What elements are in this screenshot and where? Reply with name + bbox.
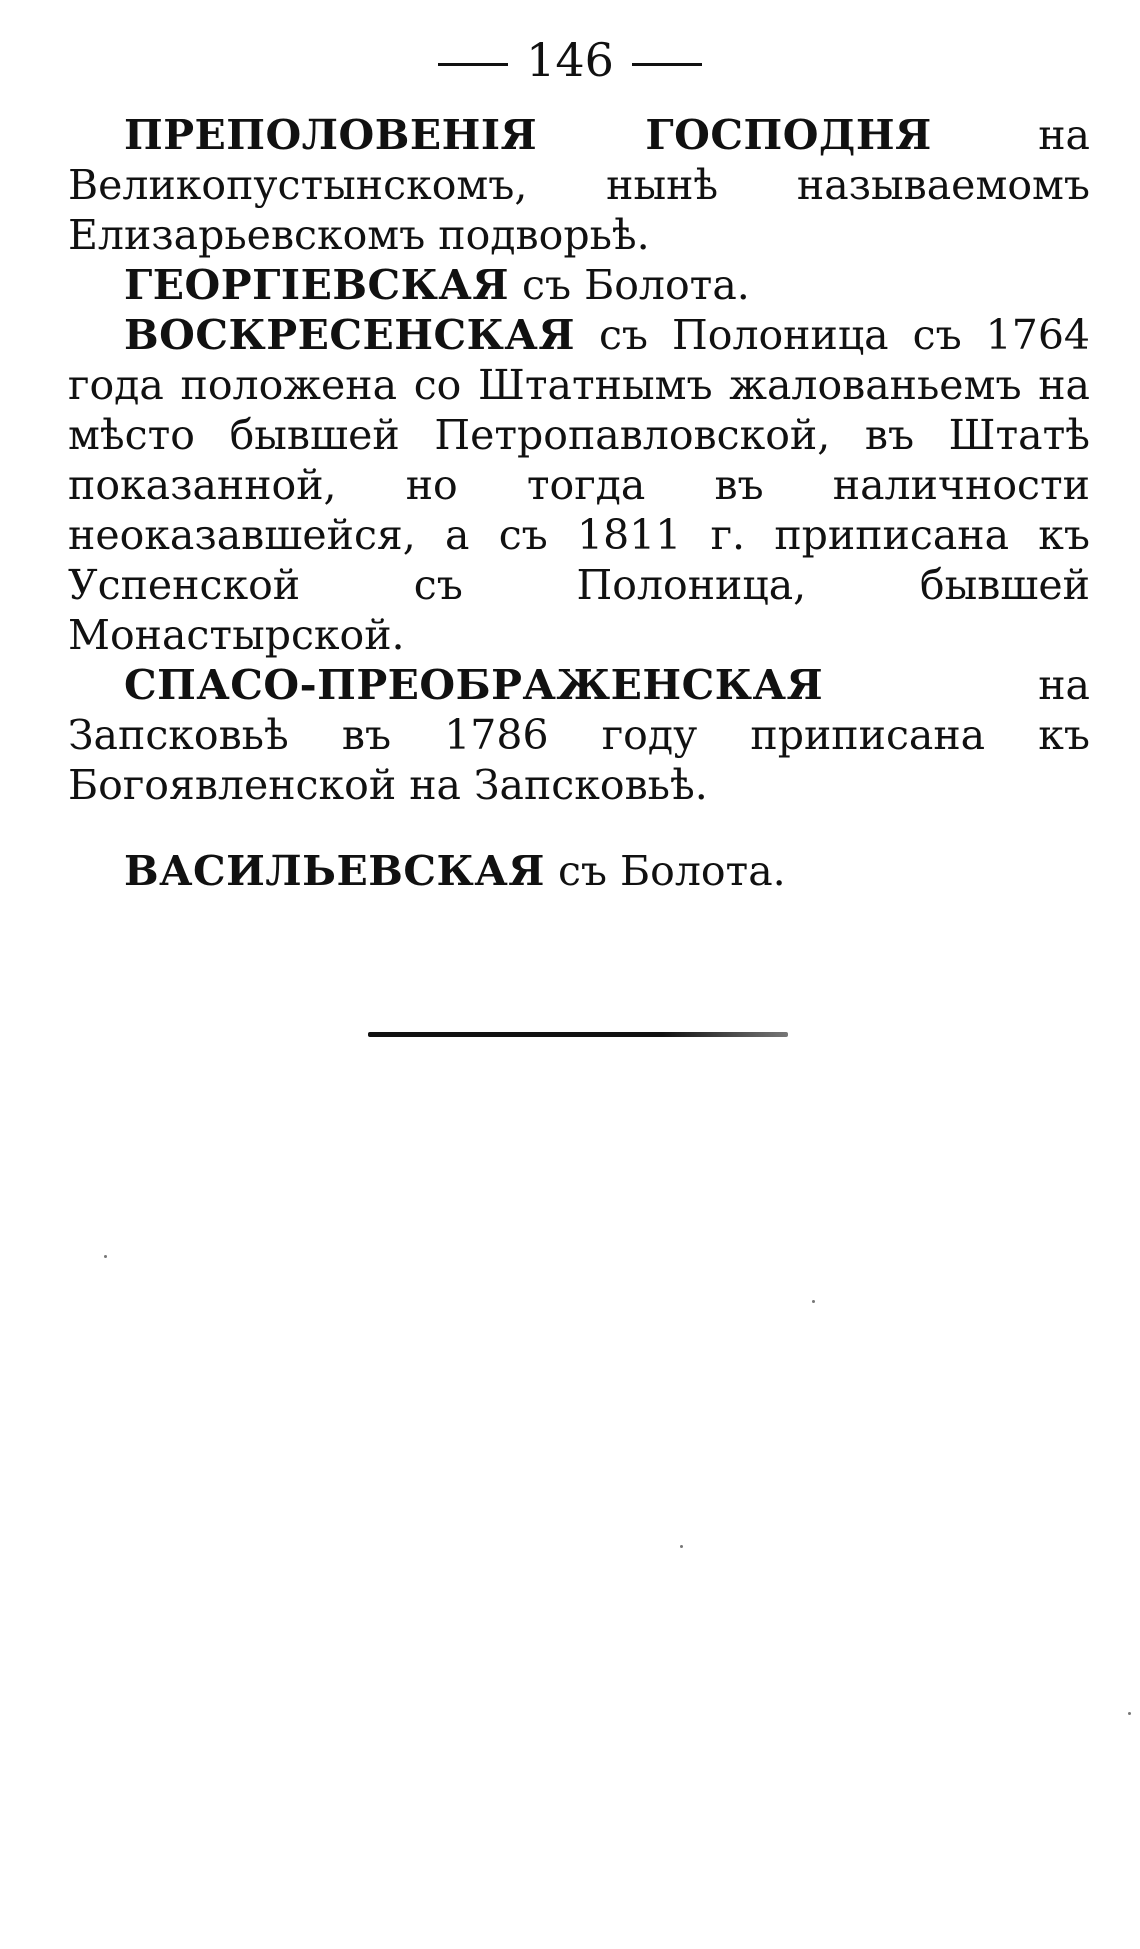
entry-paragraph <box>68 110 1090 260</box>
paper-speck <box>680 1545 683 1548</box>
page-header <box>0 30 1140 90</box>
entry-text: съ Болота. <box>522 261 750 309</box>
entry-paragraph <box>68 260 1090 310</box>
entry-heading: СПАСО-ПРЕОБРАЖЕНСКАЯ <box>124 661 824 709</box>
entry-text: на Запсковьѣ въ 1786 году приписана къ Богоявленской на Запсковьѣ. <box>68 661 1090 809</box>
entry-text: на Великопустынскомъ, нынѣ называемомъ Елизарьевскомъ подворьѣ. <box>68 111 1090 259</box>
header-dash-left <box>438 63 508 66</box>
entry-paragraph <box>68 660 1090 810</box>
entry-heading: ВОСКРЕСЕНСКАЯ <box>124 311 575 359</box>
entry-text: съ Полоница съ 1764 года положена со Штатнымъ жалованьемъ на мѣсто бывшей Петропавловской, въ Штатѣ показанной, но тогда въ наличности неоказавшейся, а съ 1811 г. приписана къ Успенской съ Полоница, бывшей Монастырской. <box>68 311 1090 659</box>
paper-speck <box>812 1300 815 1303</box>
page-text <box>68 110 1090 896</box>
page-number: 146 <box>526 33 614 87</box>
end-rule <box>368 1032 788 1037</box>
entry-paragraph <box>68 310 1090 660</box>
paper-speck <box>104 1255 107 1258</box>
entry-text: съ Болота. <box>557 847 786 895</box>
entry-heading: ВАСИЛЬЕВСКАЯ <box>124 847 545 895</box>
paragraph-gap <box>68 810 1090 846</box>
entry-paragraph <box>68 846 1090 896</box>
entry-heading: ГЕОРГІЕВСКАЯ <box>124 261 509 309</box>
entry-heading: ПРЕПОЛОВЕНІЯ ГОСПОДНЯ <box>124 111 932 159</box>
header-dash-right <box>632 63 702 66</box>
paper-speck <box>1128 1712 1131 1715</box>
